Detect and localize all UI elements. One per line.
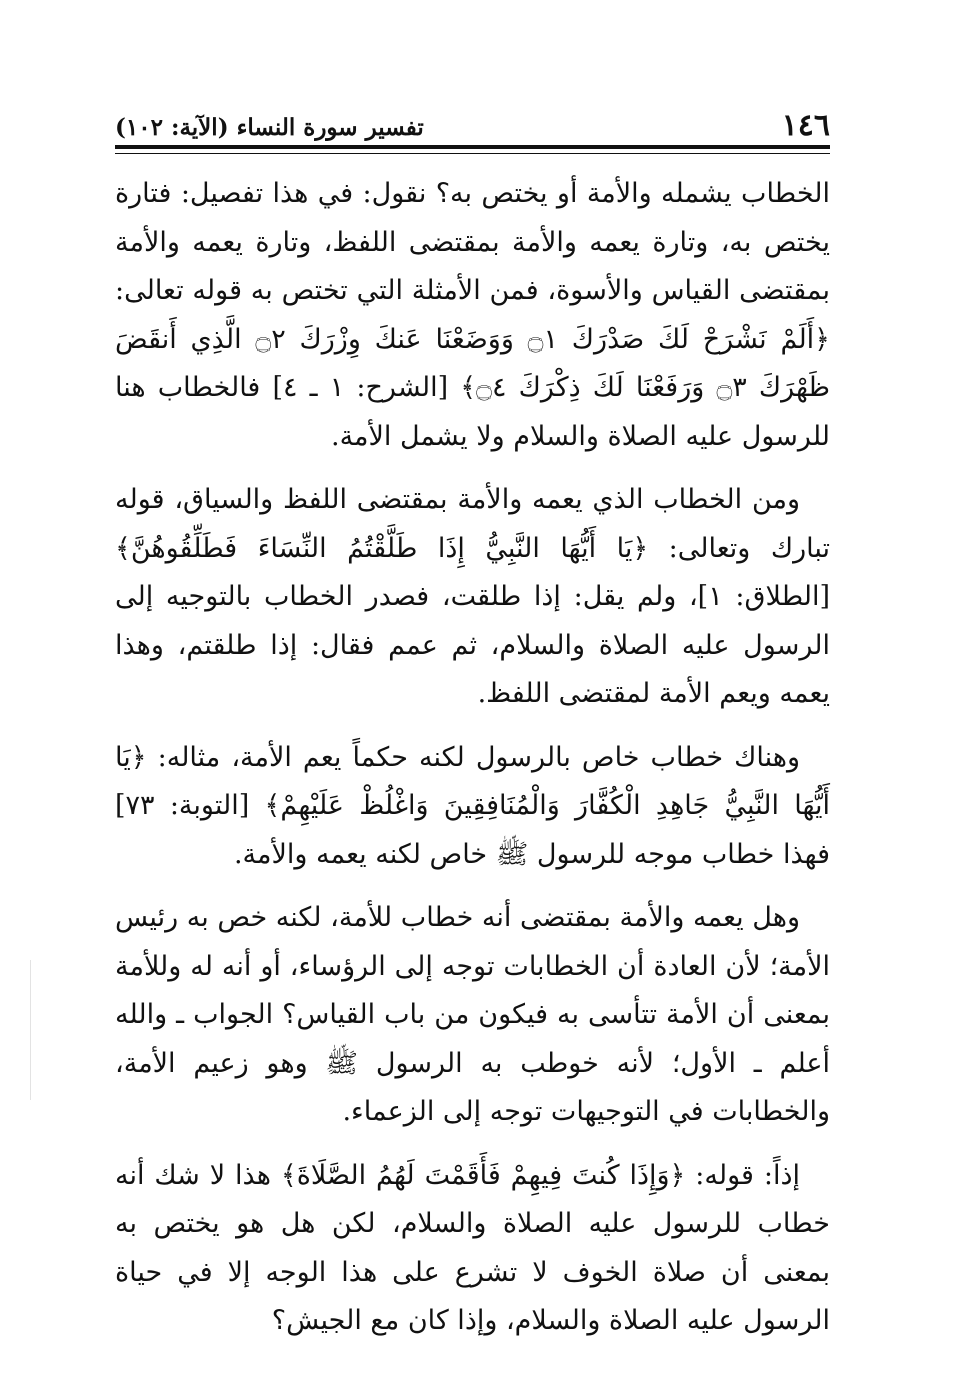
header-rule-thick [115,145,830,149]
body-text [115,170,830,1346]
paragraph: الخطاب يشمله والأمة أو يختص به؟ نقول: في هذا تفصيل: فتارة يختص به، وتارة يعمه والأمة بمقتضى اللفظ، وتارة يعمه والأمة بمقتضى القياس والأسوة، فمن الأمثلة التي تختص به قوله تعالى: ﴿أَلَمْ نَشْرَحْ لَكَ صَدْرَكَ ۝١ وَوَضَعْنَا عَنكَ وِزْرَكَ ۝٢ الَّذِي أَنقَضَ ظَهْرَكَ ۝٣ وَرَفَعْنَا لَكَ ذِكْرَكَ ۝٤﴾ [الشرح: ١ ـ ٤] فالخطاب هنا للرسول عليه الصلاة والسلام ولا يشمل الأمة. [115,178,830,452]
page-header [115,108,830,148]
paragraph: إذاً: قوله: ﴿وَإِذَا كُنتَ فِيهِمْ فَأَقَمْتَ لَهُمُ الصَّلَاةَ﴾ هذا لا شك أنه خطاب للرسول عليه الصلاة والسلام، لكن هل هو يختص به بمعنى أن صلاة الخوف لا تشرع على هذا الوجه إلا في حياة الرسول عليه الصلاة والسلام، وإذا كان مع الجيش؟ [115,1159,830,1336]
running-title: تفسير سورة النساء (الآية: ١٠٢) [115,114,424,141]
paragraph: وهناك خطاب خاص بالرسول لكنه حكماً يعم الأمة، مثاله: ﴿يَا أَيُّهَا النَّبِيُّ جَاهِدِ الْكُفَّارَ وَالْمُنَافِقِينَ وَاغْلُظْ عَلَيْهِمْ﴾ [التوبة: ٧٣] فهذا خطاب موجه للرسول ﷺ خاص لكنه يعمه والأمة. [115,741,830,870]
page-number: ١٤٦ [781,108,830,143]
header-rule-thin [115,153,830,154]
paragraph: ومن الخطاب الذي يعمه والأمة بمقتضى اللفظ والسياق، قوله تبارك وتعالى: ﴿يَا أَيُّهَا النَّبِيُّ إِذَا طَلَّقْتُمُ النِّسَاءَ فَطَلِّقُوهُنَّ﴾ [الطلاق: ١]، ولم يقل: إذا طلقت، فصدر الخطاب بالتوجيه إلى الرسول عليه الصلاة والسلام، ثم عمم فقال: إذا طلقتم، وهذا يعمه ويعم الأمة لمقتضى اللفظ. [115,484,831,709]
scan-margin-line [30,960,31,1100]
paragraph: وهل يعمه والأمة بمقتضى أنه خطاب للأمة، لكنه خص به رئيس الأمة؛ لأن العادة أن الخطابات توجه إلى الرؤساء، أو أنه له وللأمة بمعنى أن الأمة تتأسى به فيكون من باب القياس؟ الجواب ـ والله أعلم ـ الأول؛ لأنه خوطب به الرسول ﷺ وهو زعيم الأمة، والخطابات في التوجيهات توجه إلى الزعماء. [115,902,830,1127]
